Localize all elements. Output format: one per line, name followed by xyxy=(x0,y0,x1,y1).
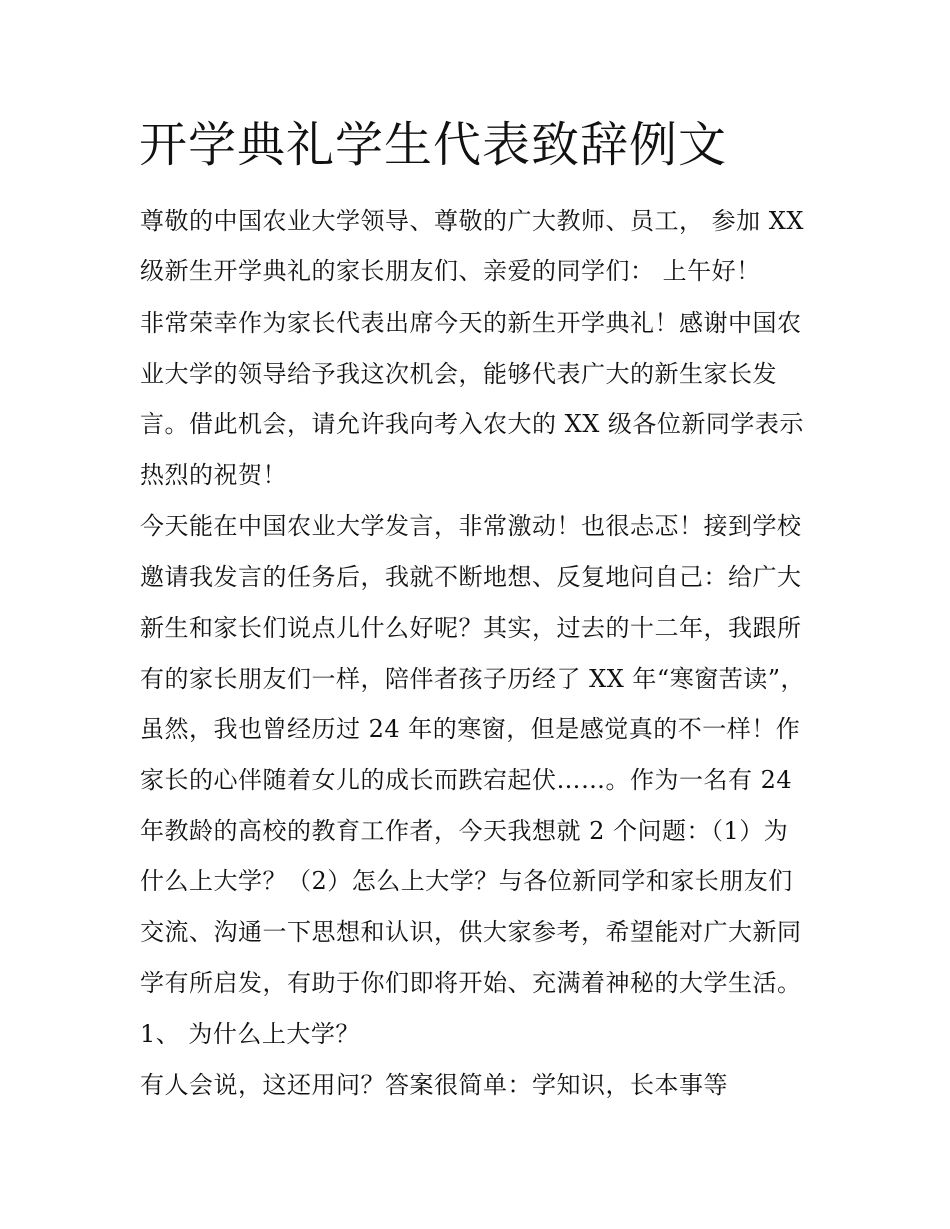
document-title: 开学典礼学生代表致辞例文 xyxy=(139,117,728,173)
body-line: 尊敬的中国农业大学领导、尊敬的广大教师、员工， 参加 XX xyxy=(140,207,804,235)
body-line: 新生和家长们说点儿什么好呢？其实，过去的十二年，我跟所 xyxy=(140,614,802,642)
body-line: 今天能在中国农业大学发言，非常激动！也很忐忑！接到学校 xyxy=(140,512,802,540)
body-line: 交流、沟通一下思想和认识，供大家参考，希望能对广大新同 xyxy=(140,918,802,946)
body-line: 级新生开学典礼的家长朋友们、亲爱的同学们： 上午好！ xyxy=(140,257,761,285)
body-line: 言。借此机会，请允许我向考入农大的 XX 级各位新同学表示 xyxy=(140,410,804,438)
body-line: 虽然，我也曾经历过 24 年的寒窗，但是感觉真的不一样！作 xyxy=(140,715,801,743)
body-line: 非常荣幸作为家长代表出席今天的新生开学典礼！感谢中国农 xyxy=(140,309,802,337)
section-heading: 1、 为什么上大学？ xyxy=(140,1020,360,1048)
body-line: 邀请我发言的任务后，我就不断地想、反复地问自己：给广大 xyxy=(140,563,802,591)
body-line: 什么上大学？（2）怎么上大学？与各位新同学和家长朋友们 xyxy=(140,867,793,895)
body-line: 年教龄的高校的教育工作者，今天我想就 2 个问题：（1）为 xyxy=(140,817,789,845)
body-line: 学有所启发，有助于你们即将开始、充满着神秘的大学生活。 xyxy=(140,969,802,997)
body-line: 有的家长朋友们一样，陪伴者孩子历经了 XX 年“寒窗苦读”， xyxy=(140,665,805,693)
body-line: 有人会说，这还用问？答案很简单：学知识，长本事等 xyxy=(140,1071,728,1099)
body-line: 业大学的领导给予我这次机会，能够代表广大的新生家长发 xyxy=(140,360,777,388)
body-line: 家长的心伴随着女儿的成长而跌宕起伏……。作为一名有 24 xyxy=(140,766,793,794)
body-line: 热烈的祝贺！ xyxy=(140,461,287,489)
